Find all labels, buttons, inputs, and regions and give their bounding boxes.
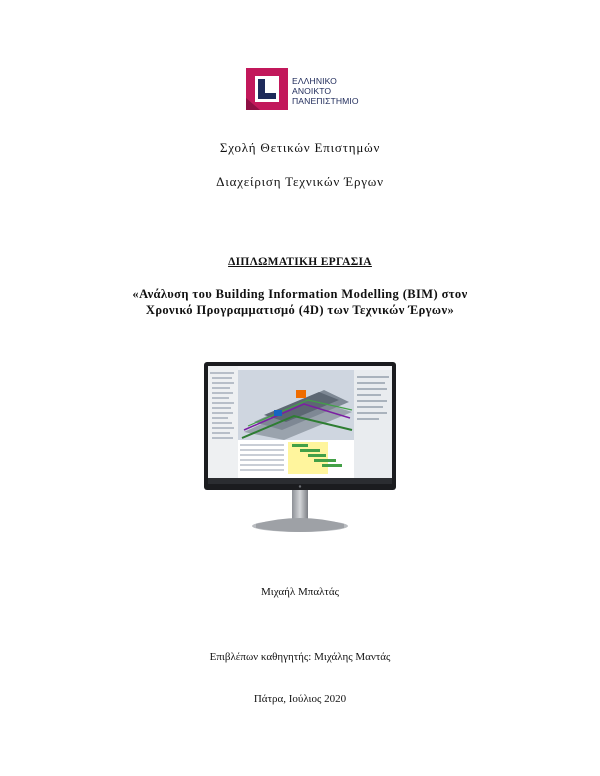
thesis-title <box>0 286 600 318</box>
supervisor: Επιβλέπων καθηγητής: Μιχάλης Μαντάς <box>209 651 391 663</box>
university-logo-text <box>292 76 359 106</box>
place-date: Πάτρα, Ιούλιος 2020 <box>253 693 347 705</box>
logo-line-1: ΕΛΛΗΝΙΚΟ <box>292 76 337 86</box>
logo-line-3: ΠΑΝΕΠΙΣΤΗΜΙΟ <box>292 96 359 106</box>
thesis-title-line-1: «Ανάλυση του Building Information Modelling (BIM) στον <box>132 287 468 301</box>
university-logo-mark-icon <box>246 68 288 110</box>
department-name: Διαχείριση Τεχνικών Έργων <box>216 174 384 189</box>
logo-line-2: ΑΝΟΙΚΤΟ <box>292 86 332 96</box>
monitor-bim-software-image <box>204 360 396 536</box>
university-logo <box>246 68 366 112</box>
document-type: ΔΙΠΛΩΜΑΤΙΚΗ ΕΡΓΑΣΙΑ <box>228 256 372 268</box>
thesis-title-line-2: Χρονικό Προγραμματισμό (4D) των Τεχνικών Έργων» <box>145 303 455 317</box>
author-name: Μιχαήλ Μπαλτάς <box>261 586 339 598</box>
school-name: Σχολή Θετικών Επιστημών <box>219 140 381 155</box>
